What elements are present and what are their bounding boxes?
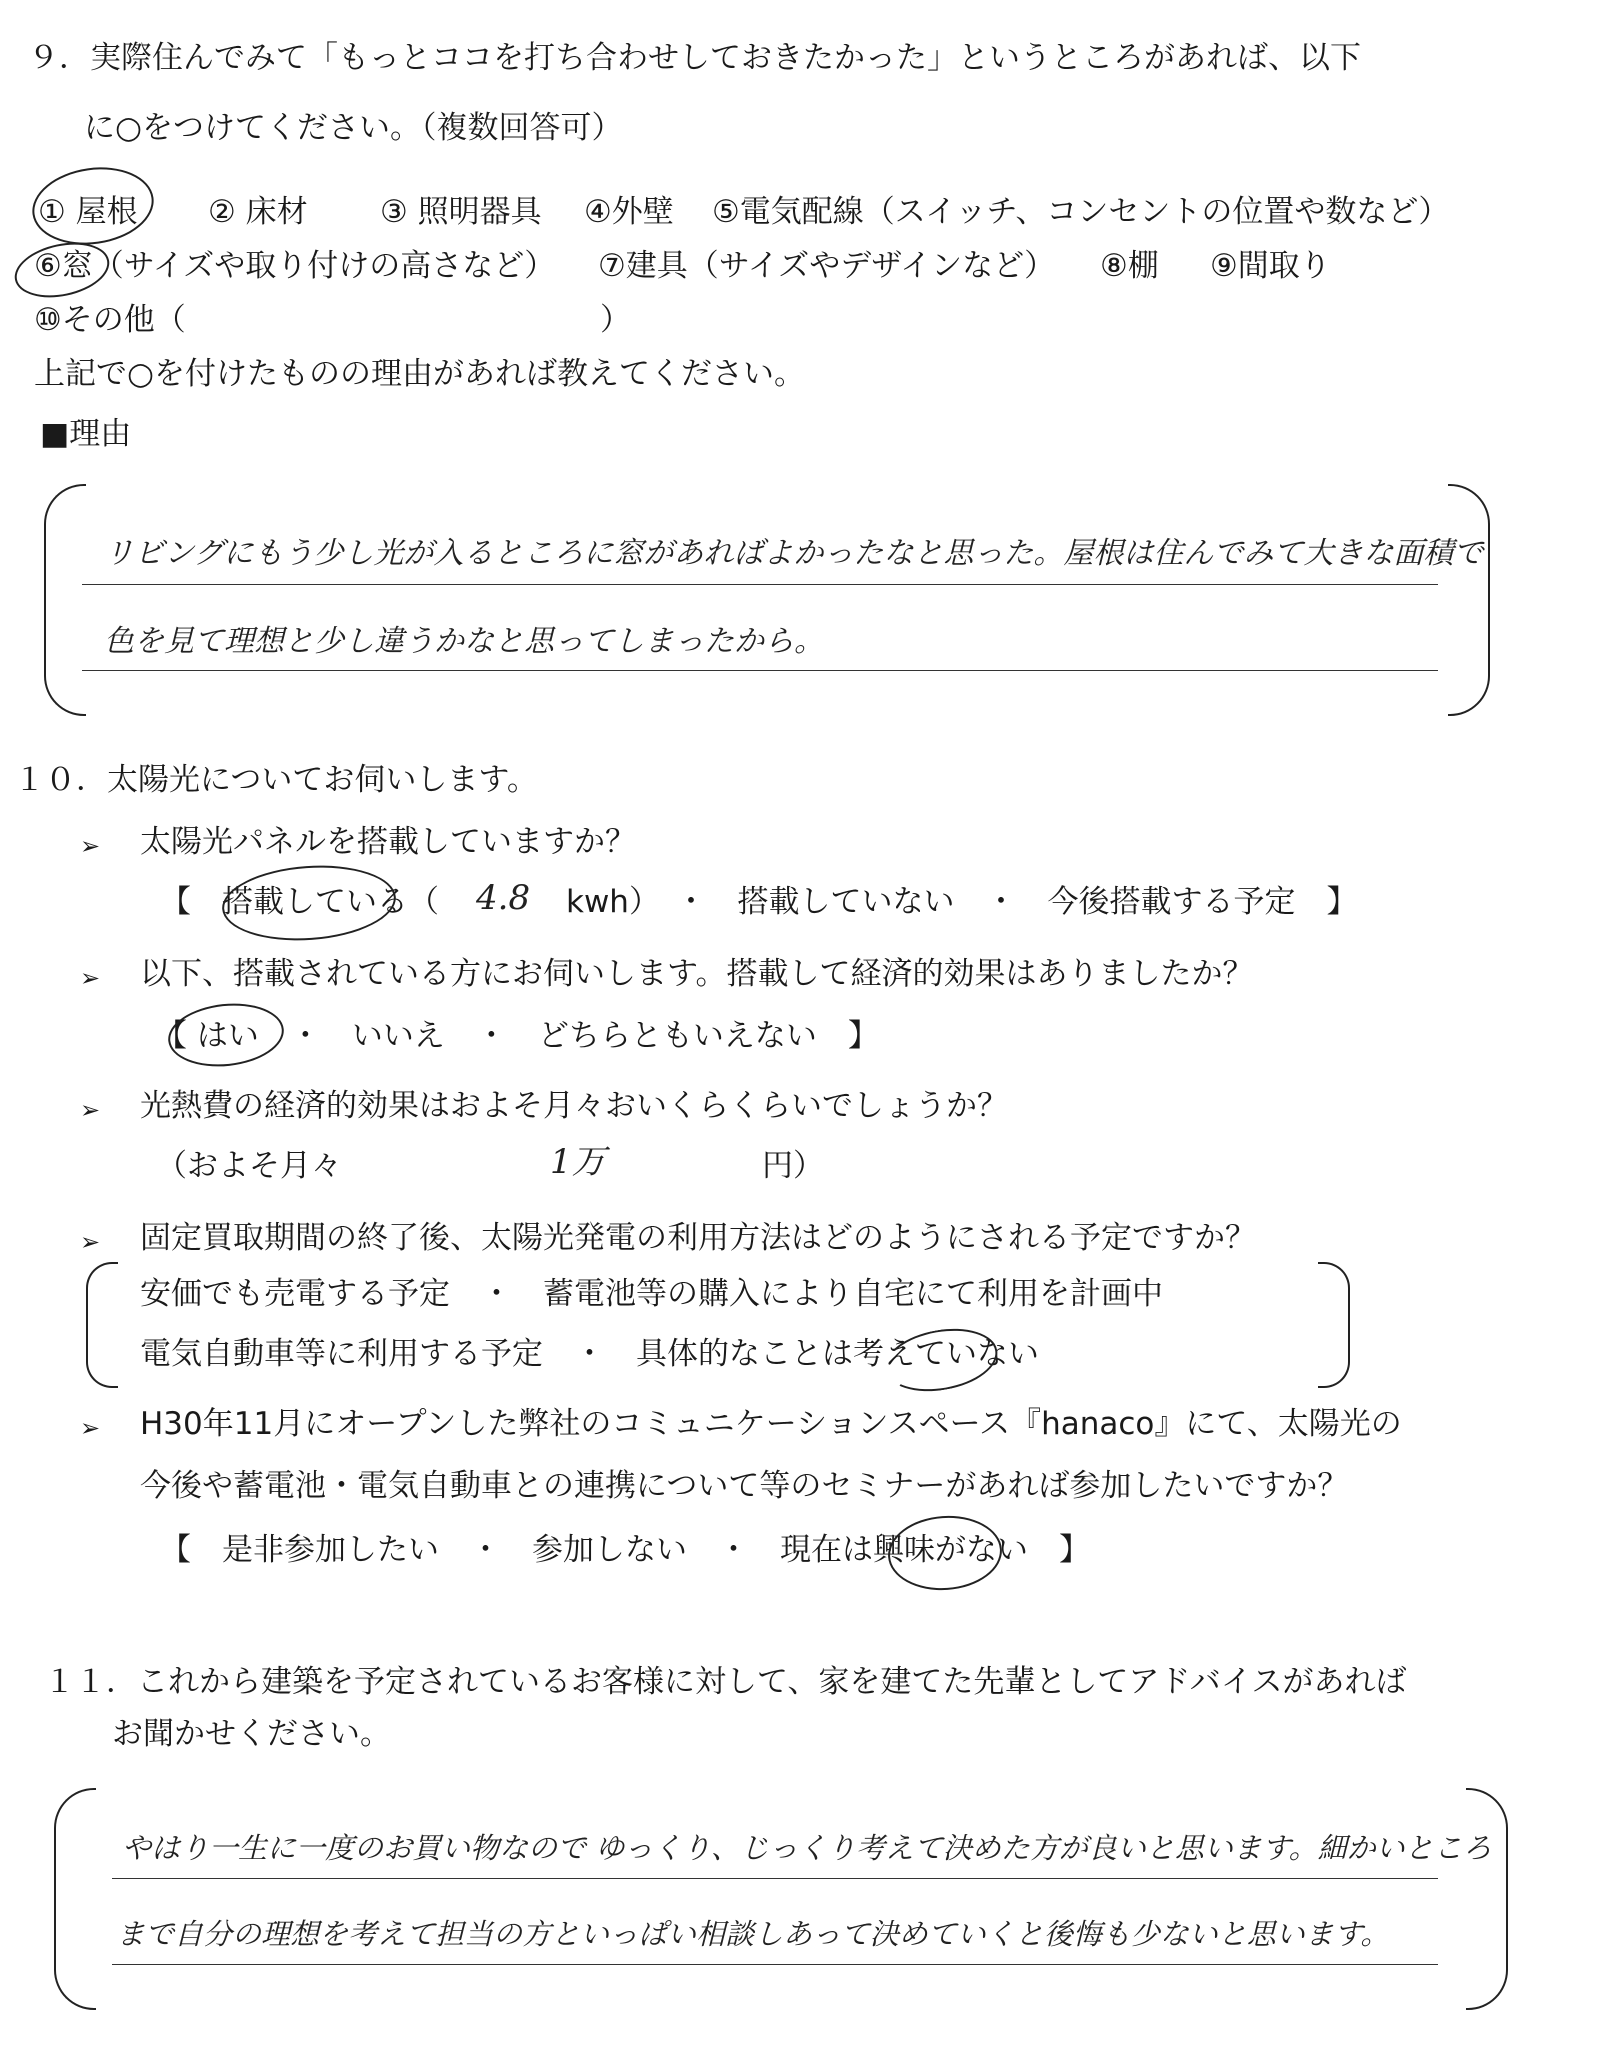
q10-sub5-answer[interactable]: 【 是非参加したい ・ 参加しない ・ 現在は興味がない 】: [160, 1532, 1090, 1568]
option-lighting[interactable]: ③ 照明器具: [380, 194, 542, 230]
option-wiring[interactable]: ⑤電気配線（スイッチ、コンセントの位置や数など）: [712, 194, 1450, 230]
option-other-close: ）: [600, 302, 631, 338]
reason-answer-line2[interactable]: 色を見て理想と少し違うかなと思ってしまったから。: [104, 624, 824, 659]
reason-underline-1: [82, 584, 1438, 585]
selection-circle-roof: [27, 160, 158, 252]
q10-title: １０．太陽光についてお伺いします。: [14, 762, 538, 798]
q10-sub5-question-line1: H30年11月にオープンした弊社のコミュニケーションスペース『hanaco』にて、太陽光の: [140, 1406, 1402, 1442]
reason-underline-2: [82, 670, 1438, 671]
reason-answer-line1[interactable]: リビングにもう少し光が入るところに窓があればよかったなと思った。屋根は住んでみて大きな面積で: [104, 536, 1484, 571]
arrow-bullet-icon: ➢: [80, 1096, 101, 1124]
q9-question-line1: ９．実際住んでみて「もっとココを打ち合わせしておきたかった」というところがあれば、以下: [28, 40, 1361, 76]
q10-sub4-options-line2[interactable]: 電気自動車等に利用する予定 ・ 具体的なことは考えていない: [140, 1336, 1039, 1372]
selection-mark-undecided: [880, 1321, 1003, 1400]
arrow-bullet-icon: ➢: [80, 1414, 101, 1442]
option-other[interactable]: ⑩その他（: [34, 302, 186, 338]
option-exterior-wall[interactable]: ④外壁: [584, 194, 674, 230]
advice-underline-2: [112, 1964, 1438, 1965]
arrow-bullet-icon: ➢: [80, 964, 101, 992]
advice-underline-1: [112, 1878, 1438, 1879]
q10-sub4-options-line1[interactable]: 安価でも売電する予定 ・ 蓄電池等の購入により自宅にて利用を計画中: [140, 1276, 1163, 1312]
option-flooring[interactable]: ② 床材: [208, 194, 308, 230]
q10-sub1-answer-prefix[interactable]: 【 搭載している（: [160, 884, 439, 920]
q10-sub1-answer-value[interactable]: 4.8: [476, 878, 531, 918]
reason-label: ■理由: [40, 416, 132, 452]
sub4-bracket-right: [1318, 1262, 1350, 1388]
arrow-bullet-icon: ➢: [80, 832, 101, 860]
advice-answer-line1[interactable]: やはり一生に一度のお買い物なので ゆっくり、じっくり考えて決めた方が良いと思います。細かいところ: [122, 1831, 1492, 1865]
q10-sub3-value[interactable]: 1万: [550, 1142, 606, 1182]
option-shelf[interactable]: ⑧棚: [1100, 248, 1159, 284]
arrow-bullet-icon: ➢: [80, 1228, 101, 1256]
q10-sub5-question-line2: 今後や蓄電池・電気自動車との連携について等のセミナーがあれば参加したいですか？: [140, 1468, 1349, 1504]
reason-bracket-right: [1448, 484, 1490, 716]
q10-sub2-answer[interactable]: 【 はい ・ いいえ ・ どちらともいえない 】: [156, 1018, 879, 1054]
q11-question-line2: お聞かせください。: [112, 1716, 391, 1752]
advice-bracket-right: [1466, 1788, 1508, 2010]
q10-sub3-suffix: 円）: [762, 1148, 824, 1184]
option-floor-plan[interactable]: ⑨間取り: [1210, 248, 1331, 284]
q10-sub1-question: 太陽光パネルを搭載していますか？: [140, 824, 636, 860]
q10-sub1-answer-suffix[interactable]: kwh） ・ 搭載していない ・ 今後搭載する予定 】: [566, 884, 1358, 920]
q10-sub3-question: 光熱費の経済的効果はおよそ月々おいくらくらいでしょうか？: [140, 1088, 1008, 1124]
option-fittings[interactable]: ⑦建具（サイズやデザインなど）: [598, 248, 1056, 284]
q11-question-line1: １１．これから建築を予定されているお客様に対して、家を建てた先輩としてアドバイスがあれば: [44, 1664, 1407, 1700]
selection-circle-no-interest: [886, 1512, 1005, 1594]
option-window[interactable]: ⑥窓（サイズや取り付けの高さなど）: [34, 248, 556, 284]
q10-sub4-question: 固定買取期間の終了後、太陽光発電の利用方法はどのようにされる予定ですか？: [140, 1220, 1256, 1256]
sub4-bracket-left: [86, 1262, 118, 1388]
advice-bracket-left: [54, 1788, 96, 2010]
reason-prompt: 上記で○を付けたものの理由があれば教えてください。: [34, 356, 806, 392]
q10-sub3-prefix: （およそ月々: [156, 1148, 342, 1184]
reason-bracket-left: [44, 484, 86, 716]
advice-answer-line2[interactable]: まで自分の理想を考えて担当の方といっぱい相談しあって決めていくと後悔も少ないと思います。: [116, 1917, 1390, 1951]
selection-circle-installed: [220, 860, 399, 946]
q9-question-line2: に○をつけてください。（複数回答可）: [84, 110, 623, 146]
selection-circle-yes: [165, 998, 287, 1072]
option-roof[interactable]: ① 屋根: [38, 194, 138, 230]
q10-sub2-question: 以下、搭載されている方にお伺いします。搭載して経済的効果はありましたか？: [140, 956, 1254, 992]
